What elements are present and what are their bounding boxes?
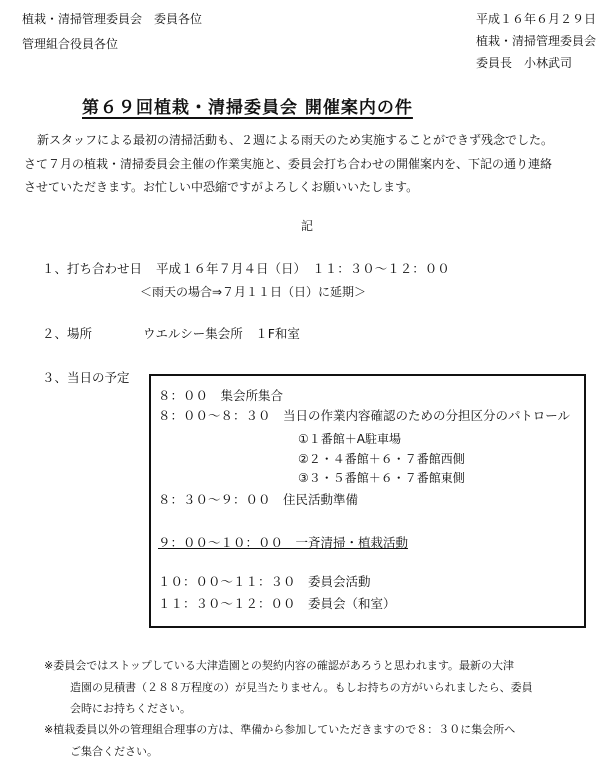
recipient-line-1: 植栽・清掃管理委員会 委員各位 (22, 12, 203, 26)
location-label: ２、場所 (42, 326, 93, 341)
schedule-item: ８：３０～９：００ 住民活動準備 (158, 492, 359, 507)
schedule-item: １１：３０～１２：００ 委員会（和室） (158, 596, 396, 611)
body-line-3: させていただきます。お忙しい中恐縮ですがよろしくお願いいたします。 (24, 180, 419, 194)
note-1-line-1: ※委員会ではストップしている大津造園との契約内容の確認があろうと思われます。最新の大津 (44, 659, 515, 672)
schedule-label: ３、当日の予定 (42, 370, 130, 385)
schedule-item: １０：００～１１：３０ 委員会活動 (158, 574, 371, 589)
ki-heading: 記 (301, 219, 314, 233)
document-title: 第６９回植栽・清掃委員会 開催案内の件 (82, 98, 413, 118)
schedule-item: ８：００ 集会所集合 (158, 388, 284, 403)
recipient-line-2: 管理組合役員各位 (22, 37, 119, 51)
sender-committee: 植栽・清掃管理委員会 (476, 34, 597, 48)
schedule-item: ８：００～８：３０ 当日の作業内容確認のための分担区分のパトロール (158, 408, 571, 423)
document-date: 平成１６年６月２９日 (476, 12, 597, 26)
patrol-route: ②２・４番館＋６・７番館西側 (298, 452, 465, 466)
meeting-date-value: 平成１６年７月４日（日） １１：３０～１２：００ (156, 261, 450, 276)
rain-date-note: ＜雨天の場合⇒７月１１日（日）に延期＞ (140, 285, 367, 299)
meeting-date-label: １、打ち合わせ日 (42, 261, 143, 276)
patrol-route: ①１番館＋A駐車場 (298, 432, 401, 446)
note-2-line-1: ※植栽委員以外の管理組合理事の方は、準備から参加していただきますので８：３０に集会所へ (44, 723, 516, 736)
location-value: ウエルシー集会所 １F和室 (143, 326, 300, 341)
body-line-2: さて７月の植栽・清掃委員会主催の作業実施と、委員会打ち合わせの開催案内を、下記の通り連絡 (24, 157, 553, 171)
patrol-route: ③３・５番館＋６・７番館東側 (298, 471, 465, 485)
note-1-line-3: 会時にお持ちください。 (70, 702, 191, 715)
sender-chair: 委員長 小林武司 (476, 56, 573, 70)
schedule-item-highlight: ９：００～１０：００ 一斉清掃・植栽活動 (158, 535, 409, 550)
note-1-line-2: 造園の見積書（２８８万程度の）が見当たりません。もしお持ちの方がいられましたら、委員 (70, 681, 533, 694)
note-2-line-2: ご集合ください。 (70, 745, 158, 758)
body-line-1: 新スタッフによる最初の清掃活動も、２週による雨天のため実施することができず残念でした。 (37, 133, 554, 147)
